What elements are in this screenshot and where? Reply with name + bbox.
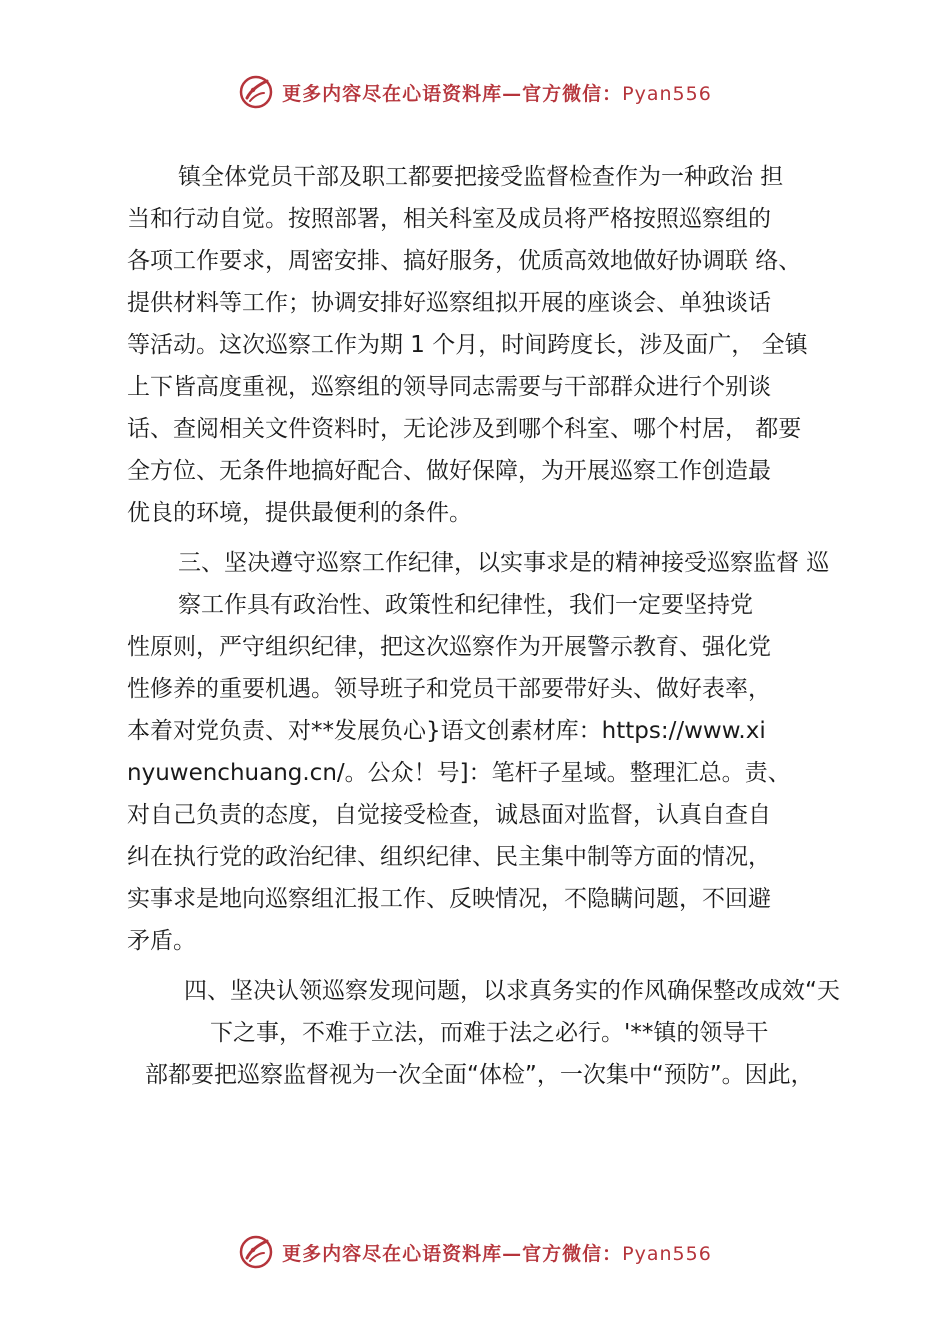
header-banner: [0, 70, 950, 114]
text-line: 部都要把巡察监督视为一次全面“体检”，一次集中“预防”。因此，: [145, 1062, 814, 1088]
header-wechat-id: Pyan556: [622, 82, 712, 105]
text-line: 性原则，严守组织纪律，把这次巡察作为开展警示教育、强化党: [127, 634, 771, 660]
text-line: nyuwenchuang.cn/。公众！号]：笔杆子星域。整理汇总。责、: [127, 760, 791, 786]
text-line: 上下皆高度重视，巡察组的领导同志需要与干部群众进行个别谈: [127, 374, 771, 400]
section-heading-line: 三、坚决遵守巡察工作纪律，以实事求是的精神接受巡察监督 巡: [178, 550, 830, 576]
text-line: 全方位、无条件地搞好配合、做好保障，为开展巡察工作创造最: [127, 458, 771, 484]
section-heading-line: 四、坚决认领巡察发现问题，以求真务实的作风确保整改成效“天: [184, 978, 840, 1004]
text-line: 当和行动自觉。按照部署，相关科室及成员将严格按照巡察组的: [127, 206, 771, 232]
brush-logo-icon: [238, 1234, 274, 1270]
footer-wechat-id: Pyan556: [622, 1242, 712, 1265]
text-line: 本着对党负责、对**发展负心}语文创素材库：https://www.xi: [127, 718, 766, 744]
text-line: 等活动。这次巡察工作为期 1 个月，时间跨度长，涉及面广， 全镇: [127, 332, 808, 358]
footer-banner: [0, 1230, 950, 1274]
header-banner-text: 更多内容尽在心语资料库—官方微信：Pyan556: [282, 82, 712, 105]
brush-logo-icon: [238, 74, 274, 110]
text-line: 优良的环境，提供最便利的条件。: [127, 500, 472, 526]
text-line: 实事求是地向巡察组汇报工作、反映情况，不隐瞒问题，不回避: [127, 886, 771, 912]
text-line: 各项工作要求，周密安排、搞好服务，优质高效地做好协调联 络、: [127, 248, 802, 274]
text-line: 对自己负责的态度，自觉接受检查，诚恳面对监督，认真自查自: [127, 802, 771, 828]
text-line: 矛盾。: [127, 928, 196, 954]
text-line: 话、查阅相关文件资料时，无论涉及到哪个科室、哪个村居， 都要: [127, 416, 802, 442]
text-line: 纠在执行党的政治纪律、组织纪律、民主集中制等方面的情况，: [127, 844, 771, 870]
text-line: 性修养的重要机遇。领导班子和党员干部要带好头、做好表率，: [127, 676, 771, 702]
text-line: 下之事，不难于立法，而难于法之必行。'**镇的领导干: [210, 1020, 769, 1046]
text-line: 察工作具有政治性、政策性和纪律性，我们一定要坚持党: [178, 592, 753, 618]
footer-banner-text: 更多内容尽在心语资料库—官方微信：Pyan556: [282, 1242, 712, 1265]
text-line: 镇全体党员干部及职工都要把接受监督检查作为一种政治 担: [178, 164, 784, 190]
text-line: 提供材料等工作；协调安排好巡察组拟开展的座谈会、单独谈话: [127, 290, 771, 316]
